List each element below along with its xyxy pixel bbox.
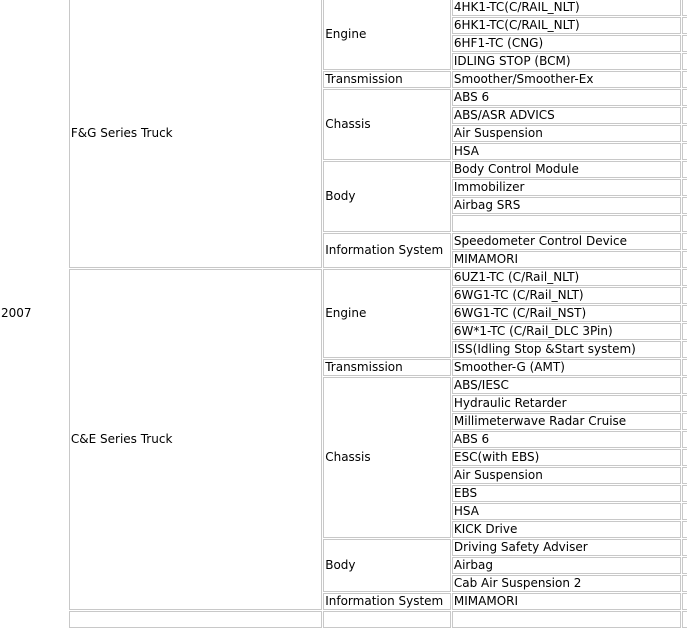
series-name-cell: C&E Series Truck (69, 269, 322, 610)
spacer-cell (682, 377, 687, 394)
empty-cell (682, 611, 687, 628)
table-row (0, 269, 687, 286)
system-group-cell: Chassis (323, 89, 451, 160)
system-group-cell: Body (323, 161, 451, 232)
empty-cell (69, 611, 322, 628)
system-item-cell: MIMAMORI (452, 593, 681, 610)
year-cell: 2007 (1, 306, 32, 320)
spacer-cell (682, 161, 687, 178)
system-item-cell: ABS 6 (452, 431, 681, 448)
spacer-cell (682, 593, 687, 610)
spacer-cell (682, 395, 687, 412)
spacer-cell (682, 107, 687, 124)
system-item-cell: Millimeterwave Radar Cruise (452, 413, 681, 430)
spacer-cell (682, 215, 687, 232)
system-item-cell: Hydraulic Retarder (452, 395, 681, 412)
system-group-cell: Engine (323, 269, 451, 358)
system-group-cell: Engine (323, 0, 451, 70)
system-item-cell: KICK Drive (452, 521, 681, 538)
system-item-cell: EBS (452, 485, 681, 502)
system-item-cell: Smoother-G (AMT) (452, 359, 681, 376)
system-group-cell: Information System (323, 233, 451, 268)
system-group-cell: Transmission (323, 71, 451, 88)
system-group-cell: Information System (323, 593, 451, 610)
spacer-cell (682, 125, 687, 142)
spacer-cell (682, 305, 687, 322)
spacer-cell (682, 467, 687, 484)
spacer-cell (682, 197, 687, 214)
spacer-cell (682, 557, 687, 574)
empty-cell (323, 611, 451, 628)
series-name-cell: F&G Series Truck (69, 0, 322, 268)
spacer-cell (682, 521, 687, 538)
system-item-cell: 6HK1-TC(C/RAIL_NLT) (452, 17, 681, 34)
system-item-cell: HSA (452, 503, 681, 520)
spacer-cell (682, 539, 687, 556)
spacer-cell (682, 251, 687, 268)
table-row (0, 611, 687, 628)
system-item-cell: 6WG1-TC (C/Rail_NLT) (452, 287, 681, 304)
system-item-cell: ESC(with EBS) (452, 449, 681, 466)
system-item-cell: IDLING STOP (BCM) (452, 53, 681, 70)
system-item-cell: Smoother/Smoother-Ex (452, 71, 681, 88)
spacer-cell (682, 0, 687, 16)
spacer-cell (682, 53, 687, 70)
spacer-cell (682, 35, 687, 52)
spacer-cell (682, 449, 687, 466)
system-item-cell: 6HF1-TC (CNG) (452, 35, 681, 52)
system-group-cell: Transmission (323, 359, 451, 376)
system-item-cell: MIMAMORI (452, 251, 681, 268)
system-group-cell: Chassis (323, 377, 451, 538)
system-item-cell: Speedometer Control Device (452, 233, 681, 250)
spacer-cell (682, 323, 687, 340)
system-item-cell: ISS(Idling Stop &Start system) (452, 341, 681, 358)
empty-cell (452, 611, 681, 628)
system-item-cell: Air Suspension (452, 467, 681, 484)
spacer-cell (682, 287, 687, 304)
spacer-cell (682, 71, 687, 88)
spacer-cell (682, 575, 687, 592)
spacer-cell (682, 17, 687, 34)
system-group-cell: Body (323, 539, 451, 592)
system-item-cell: Air Suspension (452, 125, 681, 142)
spacer-cell (682, 89, 687, 106)
spacer-cell (682, 485, 687, 502)
spacer-cell (682, 431, 687, 448)
system-item-cell: 6WG1-TC (C/Rail_NST) (452, 305, 681, 322)
system-item-cell: Driving Safety Adviser (452, 539, 681, 556)
empty-item-cell (452, 215, 681, 232)
system-item-cell: Body Control Module (452, 161, 681, 178)
system-item-cell: ABS/IESC (452, 377, 681, 394)
system-item-cell: HSA (452, 143, 681, 160)
spacer-cell (682, 179, 687, 196)
spacer-cell (682, 413, 687, 430)
spacer-cell (682, 503, 687, 520)
spacer-cell (682, 143, 687, 160)
spacer-cell (682, 359, 687, 376)
system-item-cell: 6UZ1-TC (C/Rail_NLT) (452, 269, 681, 286)
system-item-cell: Airbag SRS (452, 197, 681, 214)
system-item-cell: ABS/ASR ADVICS (452, 107, 681, 124)
system-item-cell: ABS 6 (452, 89, 681, 106)
spacer-cell (682, 269, 687, 286)
spacer-cell (682, 233, 687, 250)
system-item-cell: Airbag (452, 557, 681, 574)
system-item-cell: 6W*1-TC (C/Rail_DLC 3Pin) (452, 323, 681, 340)
system-item-cell: Immobilizer (452, 179, 681, 196)
spacer-cell (682, 341, 687, 358)
system-item-cell: 4HK1-TC(C/RAIL_NLT) (452, 0, 681, 16)
system-item-cell: Cab Air Suspension 2 (452, 575, 681, 592)
table-row (0, 0, 687, 16)
